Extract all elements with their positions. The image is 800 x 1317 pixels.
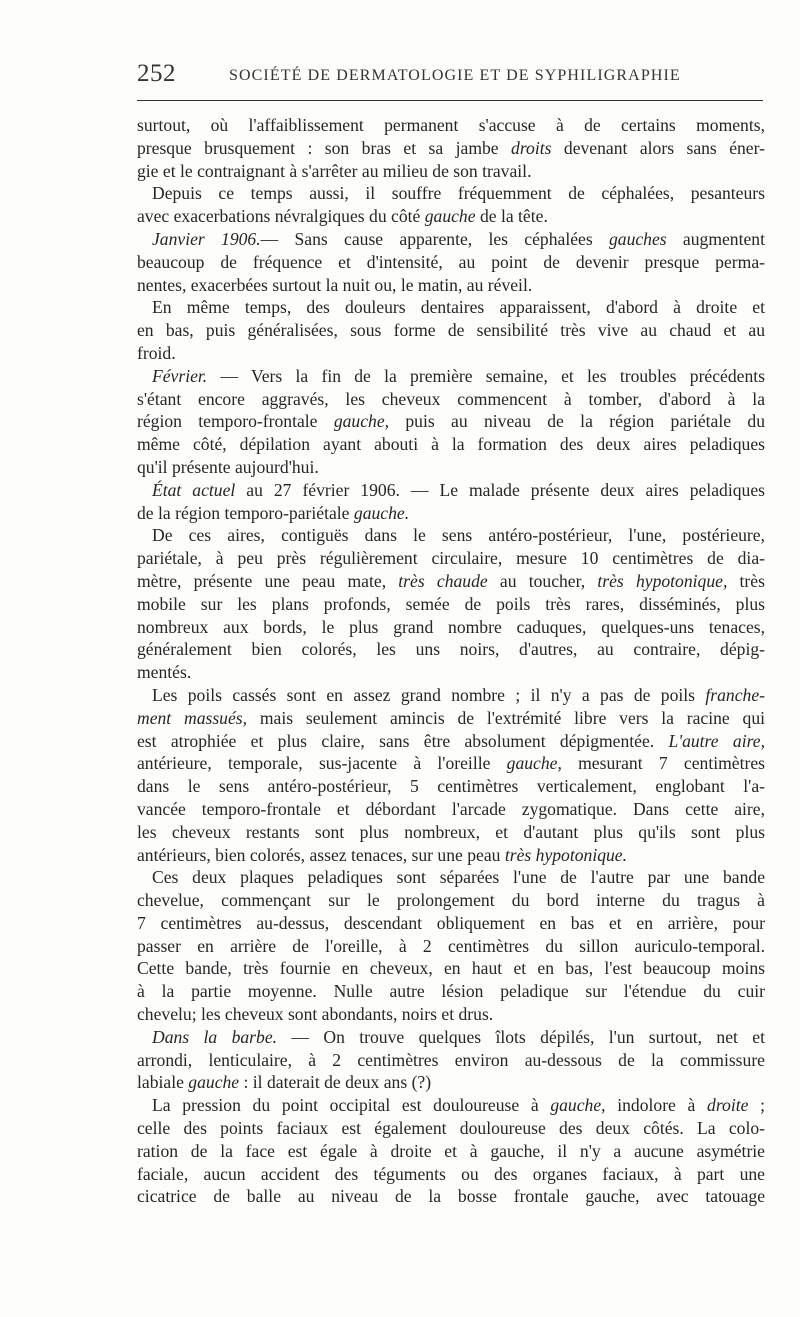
text-line (137, 570, 765, 593)
text-line (137, 365, 765, 388)
text-segment: presque brusquement : son bras et sa jambe (137, 137, 512, 158)
text-segment: région temporo-frontale (137, 411, 334, 432)
text-segment: s'étant encore aggravés, les cheveux commencent à tomber, d'abord à la (137, 388, 765, 409)
italic-text: droite (707, 1095, 749, 1116)
italic-text: gauche. (353, 502, 410, 523)
text-segment: surtout, où l'affaiblissement permanent s'accuse à de certains moments, (137, 115, 765, 135)
text-segment: très (727, 570, 765, 591)
text-segment: indolore à (605, 1095, 708, 1116)
text-line (137, 730, 765, 753)
italic-text: État actuel (152, 479, 236, 500)
text-line (137, 251, 765, 274)
text-line (137, 935, 765, 958)
text-segment: puis au niveau de la région pariétale du (389, 411, 765, 432)
italic-text: franche- (705, 684, 765, 705)
text-segment: vancée temporo-frontale et débordant l'arcade zygomatique. Dans cette aire, (137, 798, 765, 819)
text-line (137, 502, 765, 525)
text-line (137, 456, 765, 479)
text-line (137, 1094, 765, 1117)
italic-text: gauche, (506, 753, 562, 774)
text-segment: antérieure, temporale, sus-jacente à l'oreille (137, 753, 507, 774)
text-segment: : il daterait de deux ans (?) (239, 1072, 432, 1093)
text-segment: pariétale, à peu près régulièrement circulaire, mesure 10 centimètres de dia- (137, 548, 765, 569)
text-line (137, 274, 765, 297)
text-line (137, 980, 765, 1003)
text-line (137, 296, 765, 319)
text-line (137, 593, 765, 616)
page-number: 252 (137, 60, 176, 87)
text-segment: devenant alors sans éner- (551, 137, 765, 158)
text-line (137, 433, 765, 456)
text-segment: généralement bien colorés, les uns noirs, d'autres, au contraire, dépig- (137, 639, 765, 660)
text-segment: cicatrice de balle au niveau de la bosse frontale gauche, avec tatouage (137, 1186, 765, 1207)
italic-text: très hypotonique. (504, 844, 628, 865)
text-segment: En même temps, des douleurs dentaires apparaissent, d'abord à droite et (152, 297, 765, 318)
text-segment: les cheveux restants sont plus nombreux, et d'autant plus qu'ils sont plus (137, 821, 765, 842)
text-line (137, 319, 765, 342)
text-line (137, 821, 765, 844)
text-line (137, 388, 765, 411)
italic-text: Février. (152, 365, 208, 386)
text-segment: à la partie moyenne. Nulle autre lésion peladique sur l'étendue du cuir (137, 981, 765, 1002)
italic-text: gauches (608, 228, 667, 249)
text-segment: qu'il présente aujourd'hui. (137, 456, 319, 477)
text-line (137, 228, 765, 251)
italic-text: droits (511, 137, 552, 158)
text-segment: mais seulement amincis de l'extrémité libre vers la racine qui (247, 707, 766, 728)
text-segment: antérieurs, bien colorés, assez tenaces, sur une peau (137, 844, 505, 865)
text-line (137, 684, 765, 707)
text-line (137, 707, 765, 730)
text-segment: gie et le contraignant à s'arrêter au milieu de son travail. (137, 160, 532, 181)
text-line (137, 547, 765, 570)
text-segment: La pression du point occipital est douloureuse à (152, 1095, 551, 1116)
text-segment: mesurant 7 centimètres (561, 753, 765, 774)
text-line (137, 205, 765, 228)
text-segment: en bas, puis généralisées, sous forme de sensibilité très vive au chaud et au (137, 320, 765, 341)
text-segment: — On trouve quelques îlots dépilés, l'un surtout, net et (277, 1026, 765, 1047)
text-segment: labiale (137, 1072, 189, 1093)
italic-text: Janvier 1906. (152, 228, 261, 249)
text-line (137, 616, 765, 639)
text-line (137, 479, 765, 502)
text-segment: Ces deux plaques peladiques sont séparées l'une de l'autre par une bande (152, 867, 765, 888)
italic-text: ment massués, (137, 707, 248, 728)
text-segment: mètre, présente une peau mate, (137, 570, 399, 591)
italic-text: L'autre aire, (668, 730, 765, 751)
page-header (137, 60, 765, 90)
text-line (137, 1140, 765, 1163)
text-segment: mentés. (137, 662, 192, 683)
text-segment: faciale, aucun accident des téguments ou des organes faciaux, à part une (137, 1163, 765, 1184)
text-line (137, 114, 765, 137)
text-segment: chevelu; les cheveux sont abondants, noirs et drus. (137, 1004, 494, 1025)
text-segment: mobile sur les plans profonds, semée de poils très rares, disséminés, plus (137, 593, 765, 614)
text-segment: au toucher, (487, 570, 598, 591)
text-segment: celle des points faciaux est également douloureuse des deux côtés. La colo- (137, 1118, 765, 1139)
text-line (137, 410, 765, 433)
text-segment: est atrophiée et plus claire, sans être absolument dépigmentée. (137, 730, 669, 751)
text-segment: même côté, dépilation ayant abouti à la formation des deux aires peladiques (137, 434, 765, 455)
text-line (137, 912, 765, 935)
text-line (137, 775, 765, 798)
running-title: SOCIÉTÉ DE DERMATOLOGIE ET DE SYPHILIGRAPHIE (229, 67, 681, 84)
italic-text: très chaude (398, 570, 488, 591)
text-segment: froid. (137, 342, 176, 363)
text-segment: Les poils cassés sont en assez grand nombre ; il n'y a pas de poils (152, 684, 706, 705)
italic-text: gauche (424, 206, 476, 227)
text-segment: Cette bande, très fournie en cheveux, en haut et en bas, l'est beaucoup moins (137, 958, 765, 979)
text-line (137, 1026, 765, 1049)
text-line (137, 638, 765, 661)
text-line (137, 524, 765, 547)
header-rule (137, 100, 763, 101)
text-segment: 7 centimètres au-dessus, descendant obliquement en bas et en arrière, pour (137, 912, 765, 933)
text-line (137, 752, 765, 775)
text-segment: beaucoup de fréquence et d'intensité, au point de devenir presque perma- (137, 251, 765, 272)
text-segment: au 27 février 1906. — Le malade présente deux aires peladiques (235, 479, 765, 500)
text-segment: ration de la face est égale à droite et à gauche, il n'y a aucune asymétrie (137, 1140, 765, 1161)
text-line (137, 1163, 765, 1186)
text-segment: passer en arrière de l'oreille, à 2 centimètres du sillon auriculo-temporal. (137, 935, 765, 956)
italic-text: gauche, (333, 411, 390, 432)
italic-text: gauche, (550, 1095, 606, 1116)
text-line (137, 798, 765, 821)
text-segment: de la tête. (475, 206, 548, 227)
text-segment: De ces aires, contiguës dans le sens antéro-postérieur, l'une, postérieure, (152, 525, 765, 546)
italic-text: gauche (188, 1072, 240, 1093)
text-line (137, 342, 765, 365)
body-text (137, 114, 765, 1208)
text-line (137, 160, 765, 183)
text-line (137, 1049, 765, 1072)
italic-text: Dans la barbe. (152, 1026, 278, 1047)
text-line (137, 866, 765, 889)
text-segment: arrondi, lenticulaire, à 2 centimètres environ au-dessous de la commissure (137, 1049, 765, 1070)
text-segment: — Sans cause apparente, les céphalées (260, 228, 609, 249)
text-line (137, 889, 765, 912)
text-segment: dans le sens antéro-postérieur, 5 centimètres verticalement, englobant l'a- (137, 776, 765, 797)
text-line (137, 182, 765, 205)
text-segment: chevelue, commençant sur le prolongement du bord interne du tragus à (137, 890, 765, 911)
text-segment: augmentent (666, 228, 765, 249)
text-line (137, 137, 765, 160)
text-line (137, 661, 765, 684)
text-segment: avec exacerbations névralgiques du côté (137, 206, 425, 227)
text-line (137, 1185, 765, 1208)
italic-text: très hypotonique, (597, 570, 728, 591)
text-line (137, 957, 765, 980)
text-segment: nentes, exacerbées surtout la nuit ou, le matin, au réveil. (137, 274, 533, 295)
text-segment: Depuis ce temps aussi, il souffre fréquemment de céphalées, pesanteurs (152, 183, 765, 204)
text-line (137, 844, 765, 867)
text-segment: de la région temporo-pariétale (137, 502, 354, 523)
text-segment: ; (748, 1095, 765, 1116)
text-line (137, 1117, 765, 1140)
text-line (137, 1071, 765, 1094)
text-line (137, 1003, 765, 1026)
text-segment: nombreux aux bords, le plus grand nombre caduques, quelques-uns tenaces, (137, 616, 765, 637)
text-segment: — Vers la fin de la première semaine, et les troubles précédents (207, 365, 765, 386)
